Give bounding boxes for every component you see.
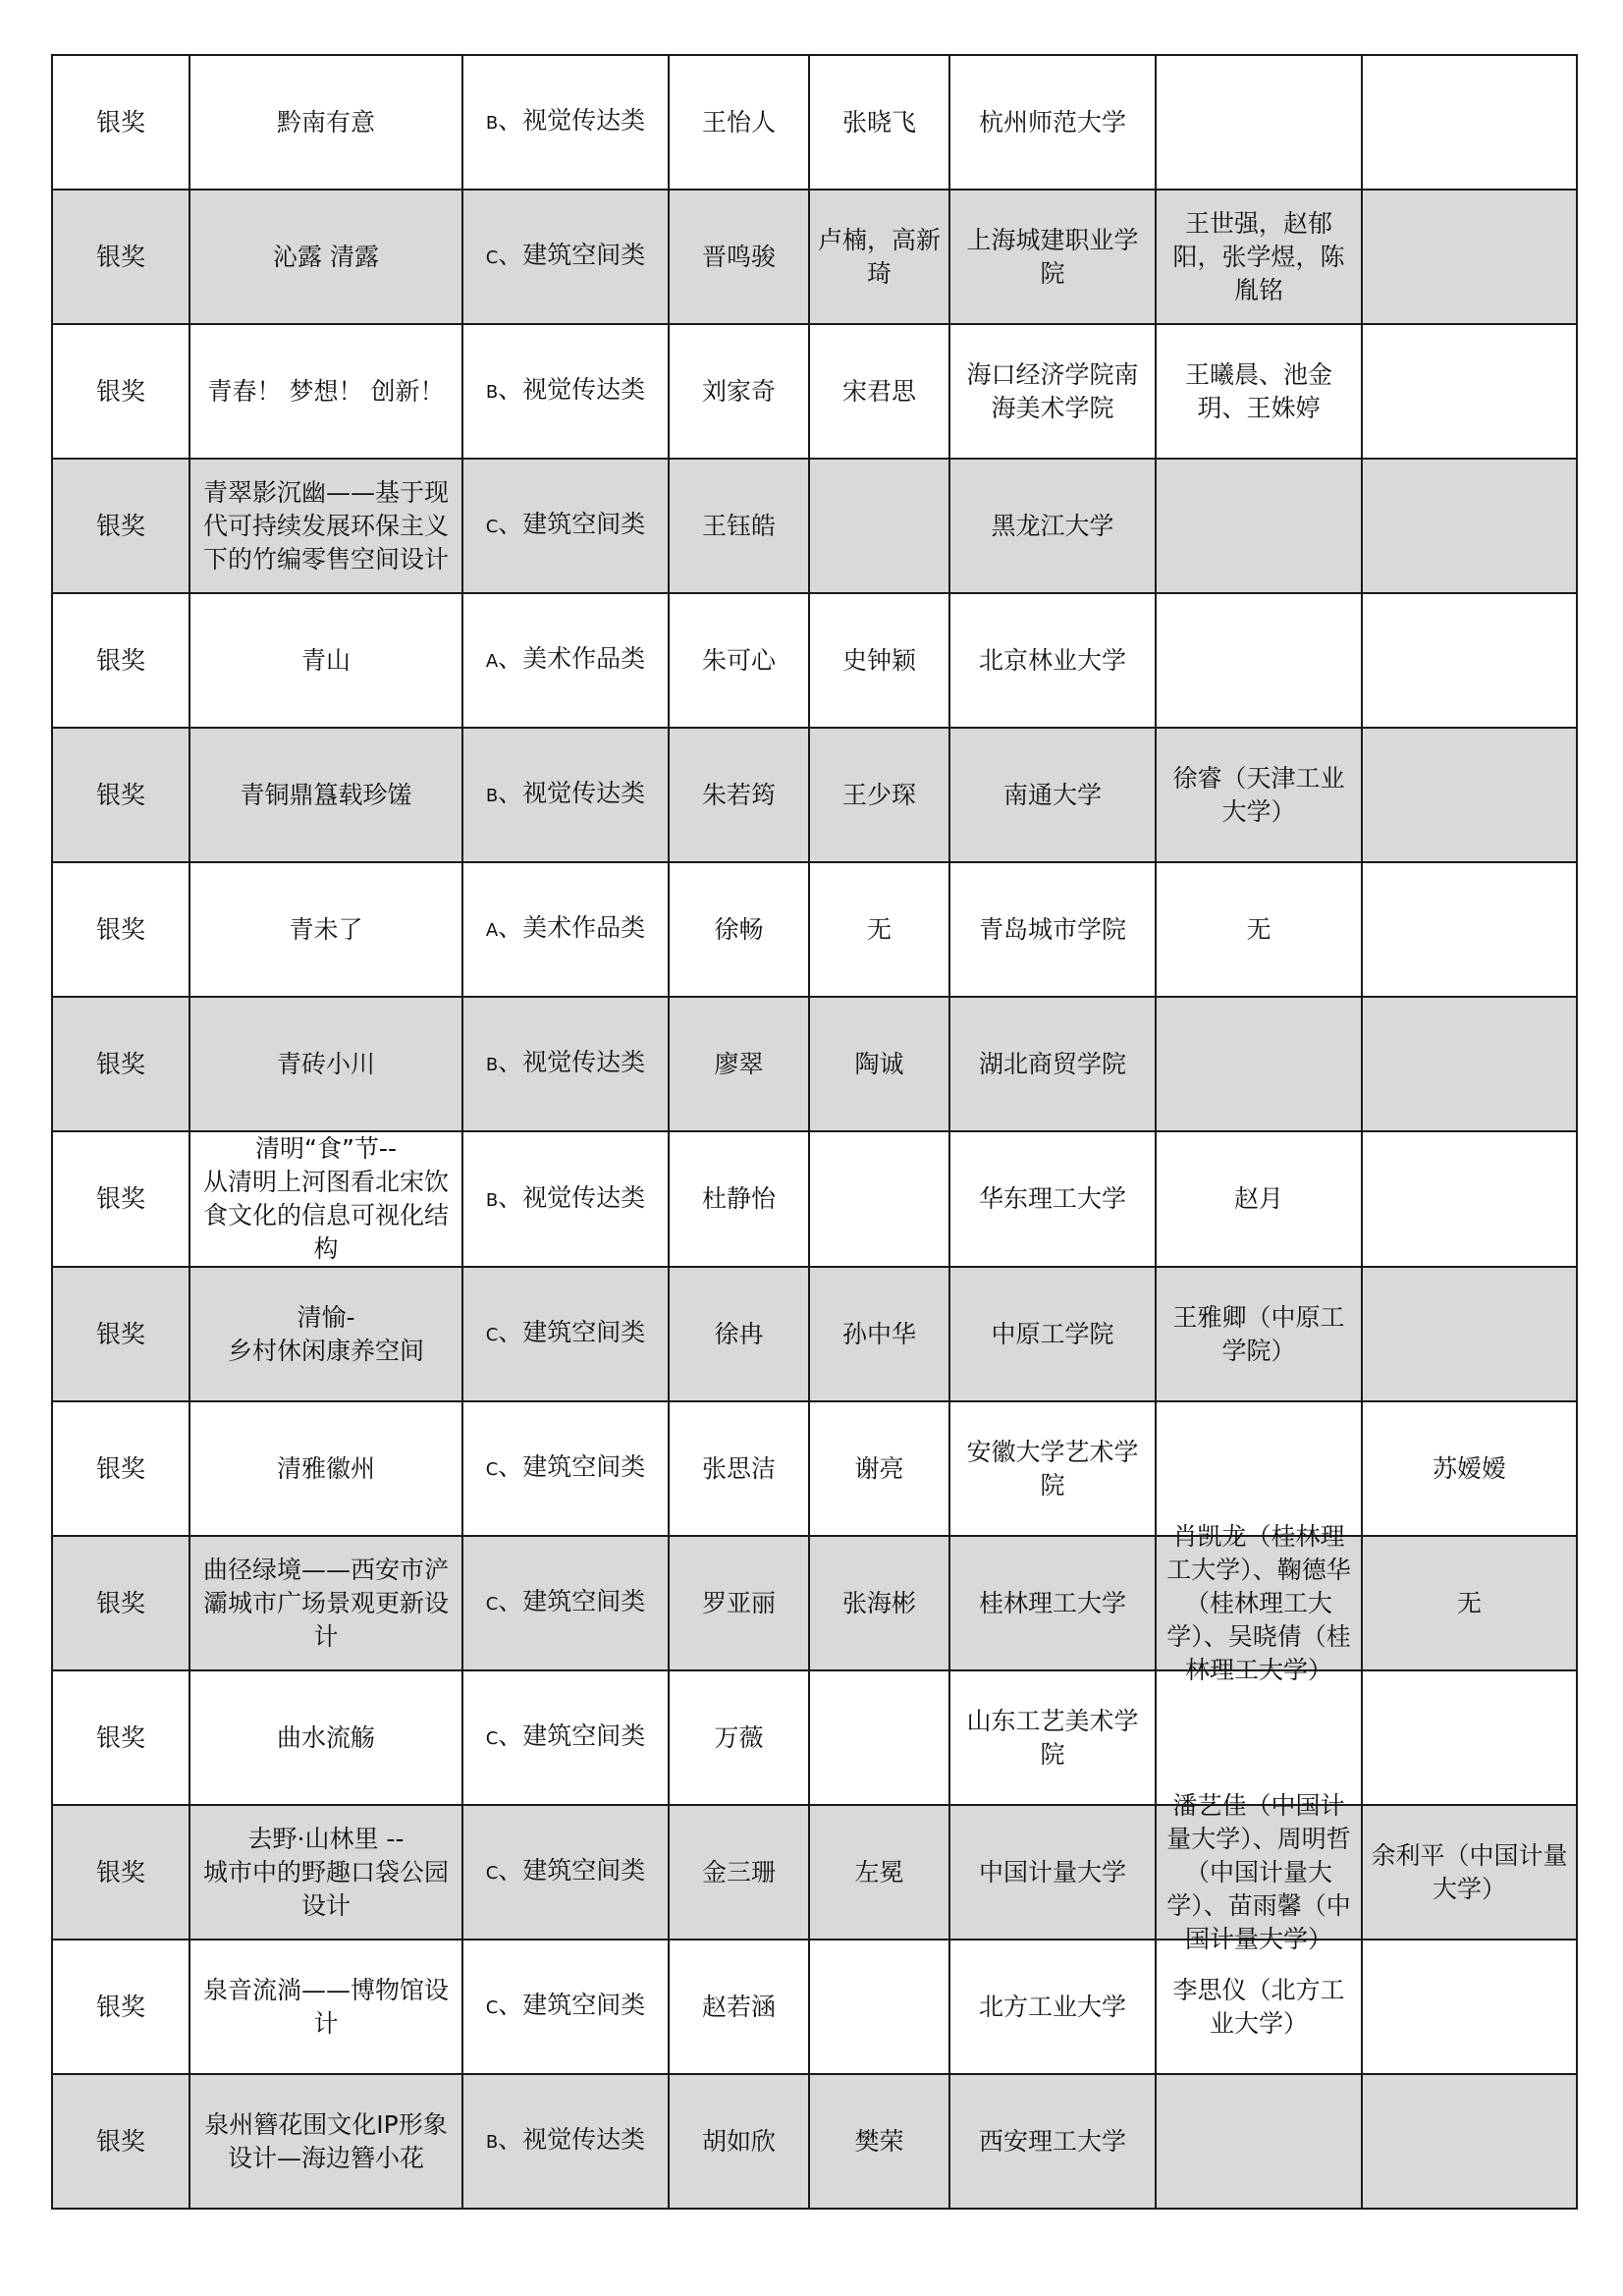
table-row [52,190,1577,324]
title-cell: 清明“食”节-- 从清明上河图看北宋饮食文化的信息可视化结构 [189,1131,462,1267]
advisor-cell [1156,1790,1362,1953]
school-cell: 黑龙江大学 [949,459,1156,593]
category-cell [462,1267,669,1401]
category-label: 、建筑空间类 [498,241,646,269]
members-cell: 卢楠，高新琦 [809,190,949,324]
category-letter: A [485,651,499,672]
extra-cell [1362,190,1577,324]
category-cell [462,1536,669,1670]
category-letter: C [485,517,499,537]
members-cell [809,1131,949,1267]
school-cell: 桂林理工大学 [949,1536,1156,1670]
extra-cell [1362,593,1577,728]
table-row [52,55,1577,190]
advisor-text: 徐睿（天津工业大学） [1172,763,1345,826]
category-cell [462,862,669,997]
category-letter: B [485,1055,499,1075]
school-cell: 青岛城市学院 [949,862,1156,997]
school-cell: 湖北商贸学院 [949,997,1156,1131]
category-label: 、建筑空间类 [498,1318,646,1346]
school-cell: 上海城建职业学院 [949,190,1156,324]
school-cell: 中原工学院 [949,1267,1156,1401]
table-row [52,1401,1577,1536]
category-cell [462,459,669,593]
members-cell: 张晓飞 [809,55,949,190]
author-cell: 徐畅 [669,862,809,997]
title-cell: 清雅徽州 [189,1401,462,1536]
category-letter: C [485,1863,499,1884]
category-label: 、建筑空间类 [498,1856,646,1885]
category-label: 、视觉传达类 [498,1048,646,1076]
category-letter: B [485,2132,499,2153]
category-label: 、建筑空间类 [498,1452,646,1481]
school-cell: 安徽大学艺术学院 [949,1401,1156,1536]
category-letter: C [485,1728,499,1749]
category-letter: B [485,1189,499,1211]
category-cell [462,1940,669,2074]
advisor-text: 王雅卿（中原工学院） [1172,1302,1345,1365]
category-cell [462,728,669,862]
advisor-cell [1156,190,1362,324]
extra-cell [1362,728,1577,862]
category-label: 、建筑空间类 [498,510,646,538]
members-cell: 左冕 [809,1805,949,1940]
table-row [52,862,1577,997]
category-letter: C [485,1594,499,1614]
award-cell: 银奖 [52,2074,189,2209]
award-cell: 银奖 [52,1401,189,1536]
award-cell: 银奖 [52,1940,189,2074]
author-cell: 王钰皓 [669,459,809,593]
table-row [52,459,1577,593]
category-letter: C [485,247,499,268]
members-cell: 樊荣 [809,2074,949,2209]
school-cell: 杭州师范大学 [949,55,1156,190]
extra-cell [1362,55,1577,190]
advisor-cell [1156,1521,1362,1684]
table-row [52,1805,1577,1940]
category-cell [462,1670,669,1805]
advisor-cell [1156,2074,1362,2209]
advisor-cell [1156,324,1362,459]
table-row [52,728,1577,862]
award-cell: 银奖 [52,190,189,324]
extra-cell [1362,997,1577,1131]
category-letter: C [485,1325,499,1345]
advisor-text: 李思仪（北方工业大学） [1172,1975,1345,2038]
extra-cell [1362,1267,1577,1401]
members-cell [809,1940,949,2074]
author-cell: 朱若筠 [669,728,809,862]
category-cell [462,997,669,1131]
members-cell: 史钟颖 [809,593,949,728]
advisor-cell [1156,1670,1362,1805]
author-cell: 罗亚丽 [669,1536,809,1670]
author-cell: 胡如欣 [669,2074,809,2209]
award-cell: 银奖 [52,1536,189,1670]
award-cell: 银奖 [52,324,189,459]
members-cell [809,459,949,593]
author-cell: 王怡人 [669,55,809,190]
author-cell: 徐冉 [669,1267,809,1401]
category-label: 、建筑空间类 [498,1991,646,2019]
advisor-cell [1156,593,1362,728]
category-cell [462,1131,669,1267]
award-cell: 银奖 [52,459,189,593]
author-cell: 杜静怡 [669,1131,809,1267]
category-label: 、视觉传达类 [498,1182,646,1212]
award-cell: 银奖 [52,997,189,1131]
table-body [52,55,1577,2209]
category-label: 、美术作品类 [498,913,646,942]
advisor-cell [1156,1267,1362,1401]
category-cell [462,1805,669,1940]
extra-cell [1362,2074,1577,2209]
category-cell [462,55,669,190]
title-cell: 曲径绿境——西安市浐灞城市广场景观更新设计 [189,1536,462,1670]
title-cell: 青砖小川 [189,997,462,1131]
title-cell: 黔南有意 [189,55,462,190]
extra-cell [1362,1670,1577,1805]
extra-cell: 苏嫒嫒 [1362,1401,1577,1536]
school-cell: 南通大学 [949,728,1156,862]
extra-cell [1362,459,1577,593]
advisor-cell [1156,55,1362,190]
title-cell: 青山 [189,593,462,728]
category-letter: C [485,1997,499,2018]
category-letter: B [485,786,499,806]
extra-cell [1362,324,1577,459]
advisor-text: 无 [1246,914,1271,944]
category-label: 、视觉传达类 [498,375,646,404]
advisor-cell [1156,1131,1362,1267]
advisor-cell [1156,728,1362,862]
title-cell: 沁露 清露 [189,190,462,324]
extra-cell: 余利平（中国计量大学） [1362,1805,1577,1940]
category-label: 、建筑空间类 [498,1587,646,1615]
members-cell: 张海彬 [809,1536,949,1670]
table-row [52,324,1577,459]
school-cell: 中国计量大学 [949,1805,1156,1940]
table-row [52,1267,1577,1401]
award-cell: 银奖 [52,1267,189,1401]
table-row [52,1131,1577,1267]
advisor-cell [1156,997,1362,1131]
award-cell: 银奖 [52,55,189,190]
extra-cell [1362,1940,1577,2074]
advisor-text: 王世强，赵郁阳，张学煜，陈胤铭 [1172,208,1345,304]
extra-cell [1362,862,1577,997]
award-cell: 银奖 [52,1131,189,1267]
school-cell: 西安理工大学 [949,2074,1156,2209]
table-row [52,1940,1577,2074]
author-cell: 朱可心 [669,593,809,728]
category-letter: A [485,920,499,941]
school-cell: 北方工业大学 [949,1940,1156,2074]
extra-cell [1362,1131,1577,1267]
members-cell: 无 [809,862,949,997]
school-cell: 华东理工大学 [949,1131,1156,1267]
award-cell: 银奖 [52,593,189,728]
category-label: 、视觉传达类 [498,106,646,135]
author-cell: 晋鸣骏 [669,190,809,324]
author-cell: 张思洁 [669,1401,809,1536]
award-cell: 银奖 [52,728,189,862]
advisor-cell [1156,1940,1362,2074]
award-cell: 银奖 [52,1670,189,1805]
advisor-text: 肖凯龙（桂林理工大学）、鞠德华（桂林理工大学）、吴晓倩（桂林理工大学） [1166,1521,1351,1684]
members-cell [809,1670,949,1805]
award-cell: 银奖 [52,862,189,997]
school-cell: 北京林业大学 [949,593,1156,728]
title-cell: 清愉- 乡村休闲康养空间 [189,1267,462,1401]
members-cell: 王少琛 [809,728,949,862]
award-list-table [51,54,1578,2210]
author-cell: 赵若涵 [669,1940,809,2074]
advisor-text: 王曦晨、池金玥、王姝婷 [1184,359,1332,422]
table-row [52,997,1577,1131]
title-cell: 青铜鼎簋载珍馐 [189,728,462,862]
category-cell [462,324,669,459]
title-cell: 青春！ 梦想！ 创新！ [189,324,462,459]
title-cell: 青翠影沉幽——基于现代可持续发展环保主义下的竹编零售空间设计 [189,459,462,593]
advisor-cell [1156,459,1362,593]
extra-cell: 无 [1362,1536,1577,1670]
members-cell: 宋君思 [809,324,949,459]
category-cell [462,593,669,728]
category-label: 、建筑空间类 [498,1722,646,1750]
advisor-cell [1156,862,1362,997]
members-cell: 孙中华 [809,1267,949,1401]
table-row [52,2074,1577,2209]
category-cell [462,2074,669,2209]
table-row [52,1670,1577,1805]
school-cell: 山东工艺美术学院 [949,1670,1156,1805]
title-cell: 曲水流觞 [189,1670,462,1805]
category-cell [462,1401,669,1536]
category-label: 、视觉传达类 [498,2125,646,2154]
advisor-text: 赵月 [1233,1184,1283,1213]
award-cell: 银奖 [52,1805,189,1940]
advisor-text: 潘艺佳（中国计量大学）、周明哲（中国计量大学）、苗雨馨（中国计量大学） [1166,1790,1351,1953]
title-cell: 去野·山林里 -- 城市中的野趣口袋公园设计 [189,1805,462,1940]
school-cell: 海口经济学院南海美术学院 [949,324,1156,459]
author-cell: 刘家奇 [669,324,809,459]
members-cell: 陶诚 [809,997,949,1131]
category-letter: C [485,1459,499,1480]
category-label: 、美术作品类 [498,644,646,673]
advisor-cell [1156,1401,1362,1536]
category-label: 、视觉传达类 [498,779,646,807]
table-row [52,593,1577,728]
title-cell: 青未了 [189,862,462,997]
category-cell [462,190,669,324]
title-cell: 泉音流淌——博物馆设计 [189,1940,462,2074]
category-letter: B [485,113,499,134]
table-row [52,1536,1577,1670]
category-letter: B [485,382,499,403]
author-cell: 金三珊 [669,1805,809,1940]
author-cell: 廖翠 [669,997,809,1131]
author-cell: 万薇 [669,1670,809,1805]
members-cell: 谢亮 [809,1401,949,1536]
title-cell: 泉州簪花围文化IP形象设计—海边簪小花 [189,2074,462,2209]
